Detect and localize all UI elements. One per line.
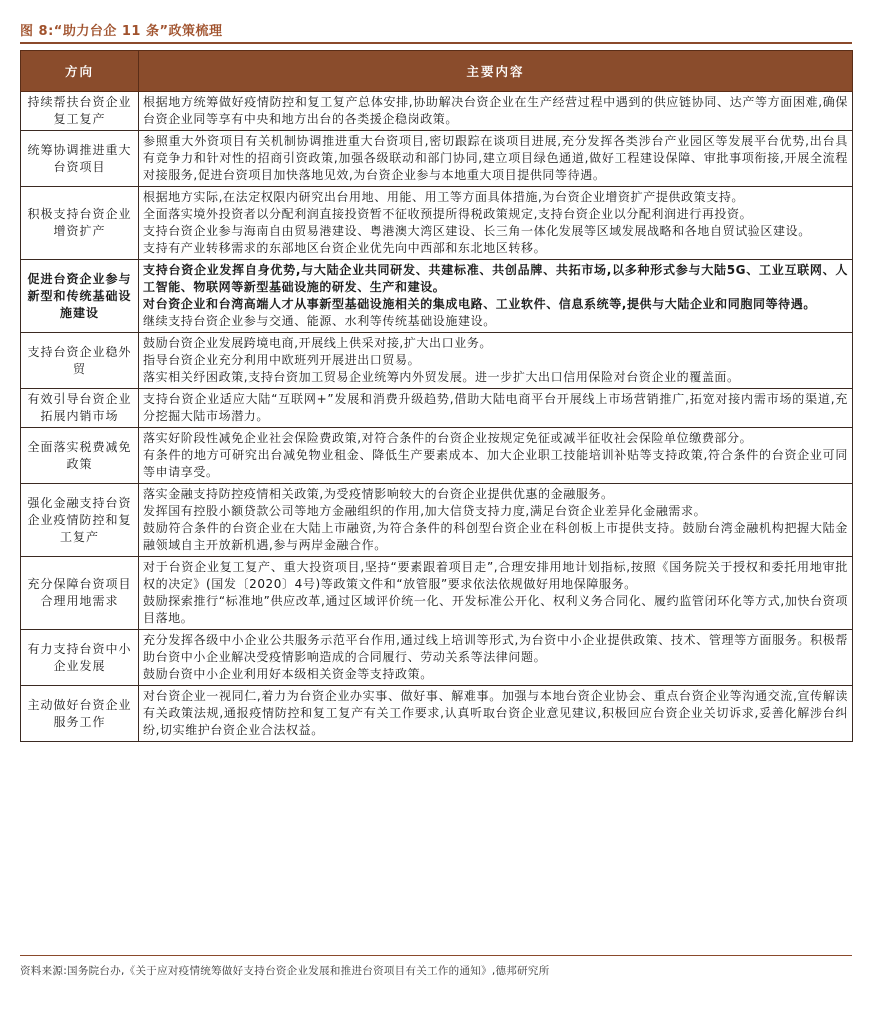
content-paragraph: 根据地方统筹做好疫情防控和复工复产总体安排,协助解决台资企业在生产经营过程中遇到的供应链协同、达产等方面困难,确保台资企业同等享有中央和地方出台的各类援企稳岗政策。	[143, 95, 848, 126]
direction-cell: 充分保障台资项目合理用地需求	[21, 557, 139, 630]
content-paragraph: 指导台资企业充分利用中欧班列开展进出口贸易。	[143, 353, 421, 367]
table-row	[21, 389, 853, 428]
content-paragraph: 全面落实境外投资者以分配利润直接投资暂不征收预提所得税政策规定,支持台资企业以分配利润进行再投资。	[143, 207, 753, 221]
direction-cell: 支持台资企业稳外贸	[21, 333, 139, 389]
content-paragraph: 对台资企业和台湾高端人才从事新型基础设施相关的集成电路、工业软件、信息系统等,提供与大陆企业和同胞同等待遇。	[143, 297, 816, 311]
direction-cell: 强化金融支持台资企业疫情防控和复工复产	[21, 484, 139, 557]
direction-cell: 持续帮扶台资企业复工复产	[21, 92, 139, 131]
direction-cell: 有力支持台资中小企业发展	[21, 630, 139, 686]
header-main-content: 主要内容	[139, 51, 853, 92]
content-cell	[139, 557, 853, 630]
top-rule	[20, 42, 852, 44]
content-cell	[139, 131, 853, 187]
table-row	[21, 484, 853, 557]
content-cell	[139, 428, 853, 484]
content-paragraph: 鼓励台资企业发展跨境电商,开展线上供采对接,扩大出口业务。	[143, 336, 493, 350]
table-row	[21, 260, 853, 333]
content-paragraph: 支持台资企业参与海南自由贸易港建设、粤港澳大湾区建设、长三角一体化发展等区域发展战略和各地自贸试验区建设。	[143, 224, 811, 238]
content-cell	[139, 333, 853, 389]
content-paragraph: 充分发挥各级中小企业公共服务示范平台作用,通过线上培训等形式,为台资中小企业提供政策、技术、管理等方面服务。积极帮助台资中小企业解决受疫情影响造成的合同履行、劳动关系等法律问题。	[143, 633, 848, 664]
content-paragraph: 对于台资企业复工复产、重大投资项目,坚持“要素跟着项目走”,合理安排用地计划指标,按照《国务院关于授权和委托用地审批权的决定》(国发〔2020〕4号)等政策文件和“放管服”要求依法依规做好用地保障服务。	[143, 560, 848, 591]
content-paragraph: 鼓励符合条件的台资企业在大陆上市融资,为符合条件的科创型台资企业在科创板上市提供支持。鼓励台湾金融机构把握大陆金融领域自主开放新机遇,参与两岸金融合作。	[143, 521, 848, 552]
content-paragraph: 落实好阶段性减免企业社会保险费政策,对符合条件的台资企业按规定免征或减半征收社会保险单位缴费部分。	[143, 431, 753, 445]
content-cell	[139, 389, 853, 428]
table-row	[21, 428, 853, 484]
content-paragraph: 参照重大外资项目有关机制协调推进重大台资项目,密切跟踪在谈项目进展,充分发挥各类涉台产业园区等发展平台优势,出台具有竞争力和针对性的招商引资政策,加强各级联动和部门协同,建立项目绿色通道,做好工程建设保障、审批事项衔接,开展全流程对接服务,促进台资项目加快落地见效,为台资企业参与本地重大项目提供同等待遇。	[143, 134, 848, 182]
content-paragraph: 发挥国有控股小额贷款公司等地方金融组织的作用,加大信贷支持力度,满足台资企业差异化金融需求。	[143, 504, 707, 518]
content-cell	[139, 260, 853, 333]
content-paragraph: 支持台资企业适应大陆“互联网+”发展和消费升级趋势,借助大陆电商平台开展线上市场营销推广,拓宽对接内需市场的渠道,充分挖掘大陆市场潜力。	[143, 392, 848, 423]
bottom-rule	[20, 955, 852, 956]
content-paragraph: 落实金融支持防控疫情相关政策,为受疫情影响较大的台资企业提供优惠的金融服务。	[143, 487, 614, 501]
content-paragraph: 支持有产业转移需求的东部地区台资企业优先向中西部和东北地区转移。	[143, 241, 547, 255]
table-row	[21, 92, 853, 131]
content-cell	[139, 630, 853, 686]
content-paragraph: 鼓励台资中小企业利用好本级相关资金等支持政策。	[143, 667, 433, 681]
direction-cell: 促进台资企业参与新型和传统基础设施建设	[21, 260, 139, 333]
content-paragraph: 鼓励探索推行“标准地”供应改革,通过区域评价统一化、开发标准公开化、权利义务合同化、履约监管闭环化等方式,加快台资项目落地。	[143, 594, 848, 625]
content-cell	[139, 686, 853, 742]
figure-title: 图 8:“助力台企 11 条”政策梳理	[20, 24, 223, 39]
content-paragraph: 根据地方实际,在法定权限内研究出台用地、用能、用工等方面具体措施,为台资企业增资扩产提供政策支持。	[143, 190, 745, 204]
content-paragraph: 落实相关纾困政策,支持台资加工贸易企业统筹内外贸发展。进一步扩大出口信用保险对台资企业的覆盖面。	[143, 370, 740, 384]
content-cell	[139, 92, 853, 131]
source-note: 资料来源:国务院台办,《关于应对疫情统筹做好支持台资企业发展和推进台资项目有关工作的通知》,德邦研究所	[20, 965, 550, 977]
content-paragraph: 继续支持台资企业参与交通、能源、水利等传统基础设施建设。	[143, 314, 496, 328]
table-row	[21, 333, 853, 389]
content-paragraph: 有条件的地方可研究出台减免物业租金、降低生产要素成本、加大企业职工技能培训补贴等支持政策,符合条件的台资企业可同等申请享受。	[143, 448, 848, 479]
direction-cell: 积极支持台资企业增资扩产	[21, 187, 139, 260]
content-paragraph: 支持台资企业发挥自身优势,与大陆企业共同研发、共建标准、共创品牌、共拓市场,以多种形式参与大陆5G、工业互联网、人工智能、物联网等新型基础设施的研发、生产和建设。	[143, 263, 848, 294]
direction-cell: 主动做好台资企业服务工作	[21, 686, 139, 742]
content-paragraph: 对台资企业一视同仁,着力为台资企业办实事、做好事、解难事。加强与本地台资企业协会、重点台资企业等沟通交流,宣传解读有关政策法规,通报疫情防控和复工复产有关工作要求,认真听取台资企业意见建议,积极回应台资企业关切诉求,妥善化解涉台纠纷,切实维护台资企业合法权益。	[143, 689, 848, 737]
direction-cell: 统筹协调推进重大台资项目	[21, 131, 139, 187]
content-cell	[139, 187, 853, 260]
direction-cell: 全面落实税费减免政策	[21, 428, 139, 484]
table-row	[21, 131, 853, 187]
table-row	[21, 686, 853, 742]
content-cell	[139, 484, 853, 557]
policy-table	[20, 50, 853, 742]
direction-cell: 有效引导台资企业拓展内销市场	[21, 389, 139, 428]
table-header-row	[21, 51, 853, 92]
table-row	[21, 557, 853, 630]
header-direction: 方向	[21, 51, 139, 92]
table-row	[21, 630, 853, 686]
table-row	[21, 187, 853, 260]
